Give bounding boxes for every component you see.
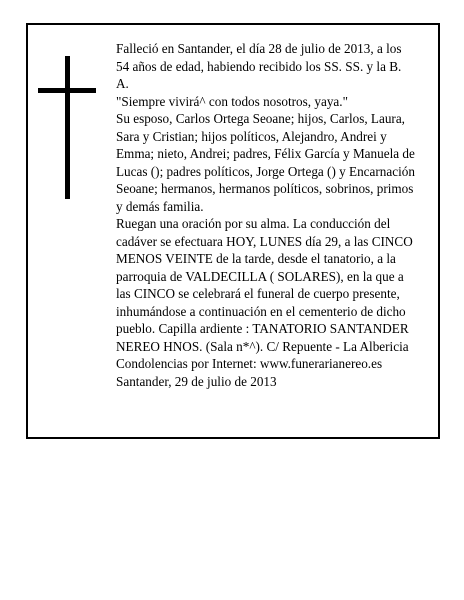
- cross-icon: [38, 56, 96, 199]
- date-line: Santander, 29 de julio de 2013: [116, 373, 277, 389]
- cross-vertical-bar: [65, 56, 70, 199]
- death-announcement: Falleció en Santander, el día 28 de julio de 2013, a los 54 años de edad, habiendo recibido los SS. SS. y la B. A.: [116, 41, 402, 91]
- funeral-details: Ruegan una oración por su alma. La conducción del cadáver se efectuara HOY, LUNES día 29, a las CINCO MENOS VEINTE de la tarde, desde el tanatorio, a la parroquia de VALDECILLA ( SOLARES), en la que a las CINCO se celebrará el funeral de cuerpo presente, inhumándose a continuación en el cementerio de dicho pueblo. Capilla ardiente : TANATORIO SANTANDER NEREO HNOS. (Sala n*^). C/ Repuente - La Albericia: [116, 216, 413, 354]
- dedication-quote: "Siempre vivirá^ con todos nosotros, yaya.": [116, 93, 348, 109]
- condolences-line: Condolencias por Internet: www.funerarianereo.es: [116, 356, 383, 371]
- obituary-notice: [26, 23, 440, 439]
- cross-horizontal-bar: [38, 88, 96, 93]
- family-list: Su esposo, Carlos Ortega Seoane; hijos, Carlos, Laura, Sara y Cristian; hijos políticos, Alejandro, Andrei y Emma; nieto, Andrei; padres, Félix García y Manuela de Lucas (); padres políticos, Jorge Ortega () y Encarnación Seoane; hermanos, hermanos políticos, sobrinos, primos y demás familia.: [116, 111, 415, 214]
- obituary-text: [116, 40, 416, 390]
